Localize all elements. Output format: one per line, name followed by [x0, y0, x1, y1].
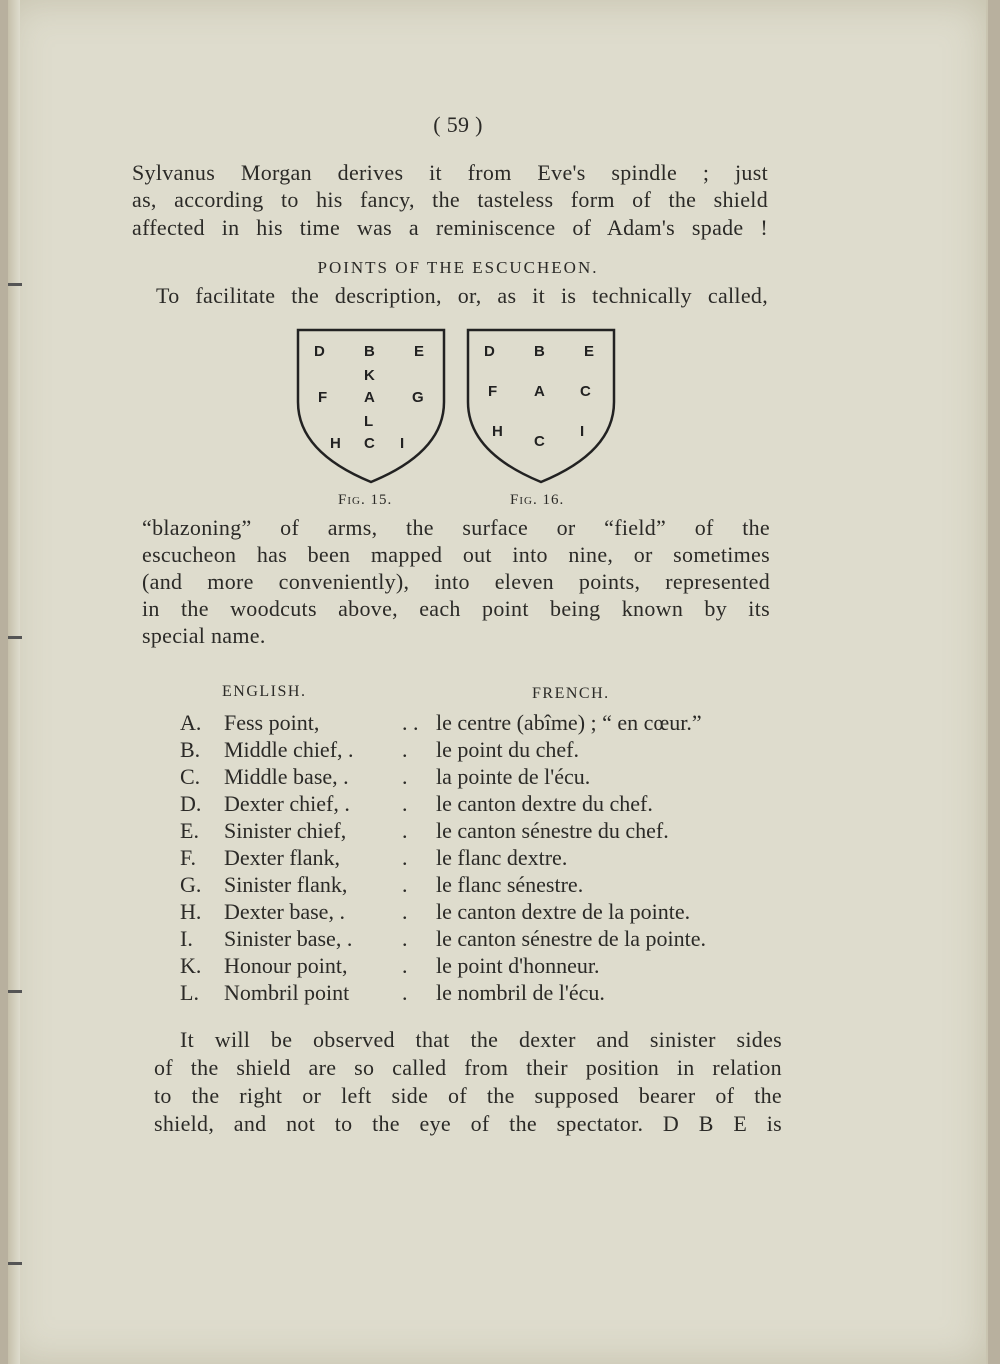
page-edge	[8, 0, 20, 1364]
point-letter: C.	[180, 764, 201, 789]
paragraph-3-line-2: of the shield are so called from their position in relation	[154, 1055, 782, 1080]
french-name: le canton dextre de la pointe.	[436, 899, 691, 924]
paragraph-2-line-2: escucheon has been mapped out into nine, or sometimes	[142, 542, 770, 567]
leader-dots: .	[402, 764, 408, 789]
intro-line-2: as, according to his fancy, the tasteless form of the shield	[132, 187, 768, 212]
french-name: le point du chef.	[436, 737, 579, 762]
shield-fig-15	[298, 330, 444, 482]
paragraph-2-line-3: (and more conveniently), into eleven points, represented	[142, 569, 770, 594]
fig16-point-d: D	[484, 343, 495, 360]
leader-dots: .	[402, 737, 408, 762]
shield-fig-16	[468, 330, 614, 482]
table-row	[180, 791, 800, 817]
english-name: Sinister chief,	[224, 818, 347, 843]
french-name: le nombril de l'écu.	[436, 980, 605, 1005]
english-column-header: ENGLISH.	[222, 683, 307, 700]
point-letter: I.	[180, 926, 193, 951]
leader-dots: .	[402, 926, 408, 951]
paragraph-1-line-1: To facilitate the description, or, as it is technically called,	[156, 283, 768, 308]
table-row	[180, 926, 800, 952]
french-name: le canton dextre du chef.	[436, 791, 653, 816]
english-name: Nombril point	[224, 980, 350, 1005]
leader-dots: .	[402, 872, 408, 897]
fig15-point-e: E	[414, 343, 425, 360]
point-letter: D.	[180, 791, 202, 816]
french-name: le flanc sénestre.	[436, 872, 584, 897]
paragraph-3-line-4: shield, and not to the eye of the spectator. D B E is	[154, 1111, 782, 1136]
table-row	[180, 899, 800, 925]
leader-dots: .	[402, 899, 408, 924]
table-row	[180, 818, 800, 844]
table-row	[180, 872, 800, 898]
fig16-point-e: E	[584, 343, 595, 360]
fig16-point-i: I	[580, 423, 585, 440]
paragraph-2-line-1: “blazoning” of arms, the surface or “field” of the	[142, 515, 770, 540]
intro-line-3: affected in his time was a reminiscence of Adam's spade !	[132, 215, 768, 240]
english-name: Middle chief, .	[224, 737, 354, 762]
leader-dots: .	[402, 791, 408, 816]
binding-mark	[8, 990, 22, 993]
table-row	[180, 980, 800, 1006]
paragraph-2-line-5: special name.	[142, 623, 266, 648]
english-name: Middle base, .	[224, 764, 349, 789]
leader-dots: .	[402, 980, 408, 1005]
point-letter: E.	[180, 818, 199, 843]
fig16-point-c-base: C	[534, 433, 545, 450]
paragraph-3-line-1: It will be observed that the dexter and sinister sides	[180, 1027, 782, 1052]
table-row	[180, 737, 800, 763]
fig15-point-c: C	[364, 435, 375, 452]
english-name: Dexter chief, .	[224, 791, 350, 816]
french-name: le canton sénestre de la pointe.	[436, 926, 707, 951]
point-letter: G.	[180, 872, 202, 897]
escucheon-figures	[288, 322, 628, 492]
french-name: le flanc dextre.	[436, 845, 568, 870]
point-letter: F.	[180, 845, 196, 870]
binding-mark	[8, 283, 22, 286]
point-letter: B.	[180, 737, 201, 762]
binding-mark	[8, 1262, 22, 1265]
table-row	[180, 953, 800, 979]
point-letter: K.	[180, 953, 202, 978]
fig16-point-f: F	[488, 383, 498, 400]
fig15-point-a: A	[364, 389, 375, 406]
table-row	[180, 710, 800, 736]
english-name: Fess point,	[224, 710, 320, 735]
fig15-point-l: L	[364, 413, 374, 430]
fig15-point-d: D	[314, 343, 325, 360]
table-row	[180, 845, 800, 871]
english-name: Dexter base, .	[224, 899, 345, 924]
fig16-point-b: B	[534, 343, 545, 360]
fig-16-caption: Fig. 16.	[510, 492, 565, 508]
fig16-point-c: C	[580, 383, 591, 400]
leader-dots: .	[402, 953, 408, 978]
table-row	[180, 764, 800, 790]
fig15-point-b: B	[364, 343, 375, 360]
section-heading: POINTS OF THE ESCUCHEON.	[317, 258, 599, 277]
point-letter: H.	[180, 899, 202, 924]
paragraph-3-line-3: to the right or left side of the supposed bearer of the	[154, 1083, 782, 1108]
point-letter: L.	[180, 980, 199, 1005]
fig15-point-i: I	[400, 435, 405, 452]
fig15-point-h: H	[330, 435, 341, 452]
book-page	[8, 0, 988, 1364]
english-name: Honour point,	[224, 953, 348, 978]
leader-dots: . .	[402, 710, 419, 735]
french-name: le point d'honneur.	[436, 953, 600, 978]
binding-mark	[8, 636, 22, 639]
leader-dots: .	[402, 818, 408, 843]
intro-text: Sylvanus Morgan derives it from Eve's spindle ; just	[132, 160, 768, 185]
fig16-point-a: A	[534, 383, 545, 400]
french-name: la pointe de l'écu.	[436, 764, 591, 789]
page-number: ( 59 )	[433, 112, 483, 137]
intro-line-1	[132, 160, 768, 186]
fig15-point-k: K	[364, 367, 375, 384]
fig15-point-f: F	[318, 389, 328, 406]
english-name: Sinister base, .	[224, 926, 353, 951]
paragraph-2-line-4: in the woodcuts above, each point being known by its	[142, 596, 770, 621]
english-name: Dexter flank,	[224, 845, 341, 870]
fig15-point-g: G	[412, 389, 424, 406]
french-name: le canton sénestre du chef.	[436, 818, 669, 843]
english-name: Sinister flank,	[224, 872, 348, 897]
french-column-header: FRENCH.	[532, 685, 610, 702]
fig16-point-h: H	[492, 423, 503, 440]
fig-15-caption: Fig. 15.	[338, 492, 393, 508]
french-name: le centre (abîme) ; “ en cœur.”	[436, 710, 702, 735]
point-letter: A.	[180, 710, 202, 735]
leader-dots: .	[402, 845, 408, 870]
